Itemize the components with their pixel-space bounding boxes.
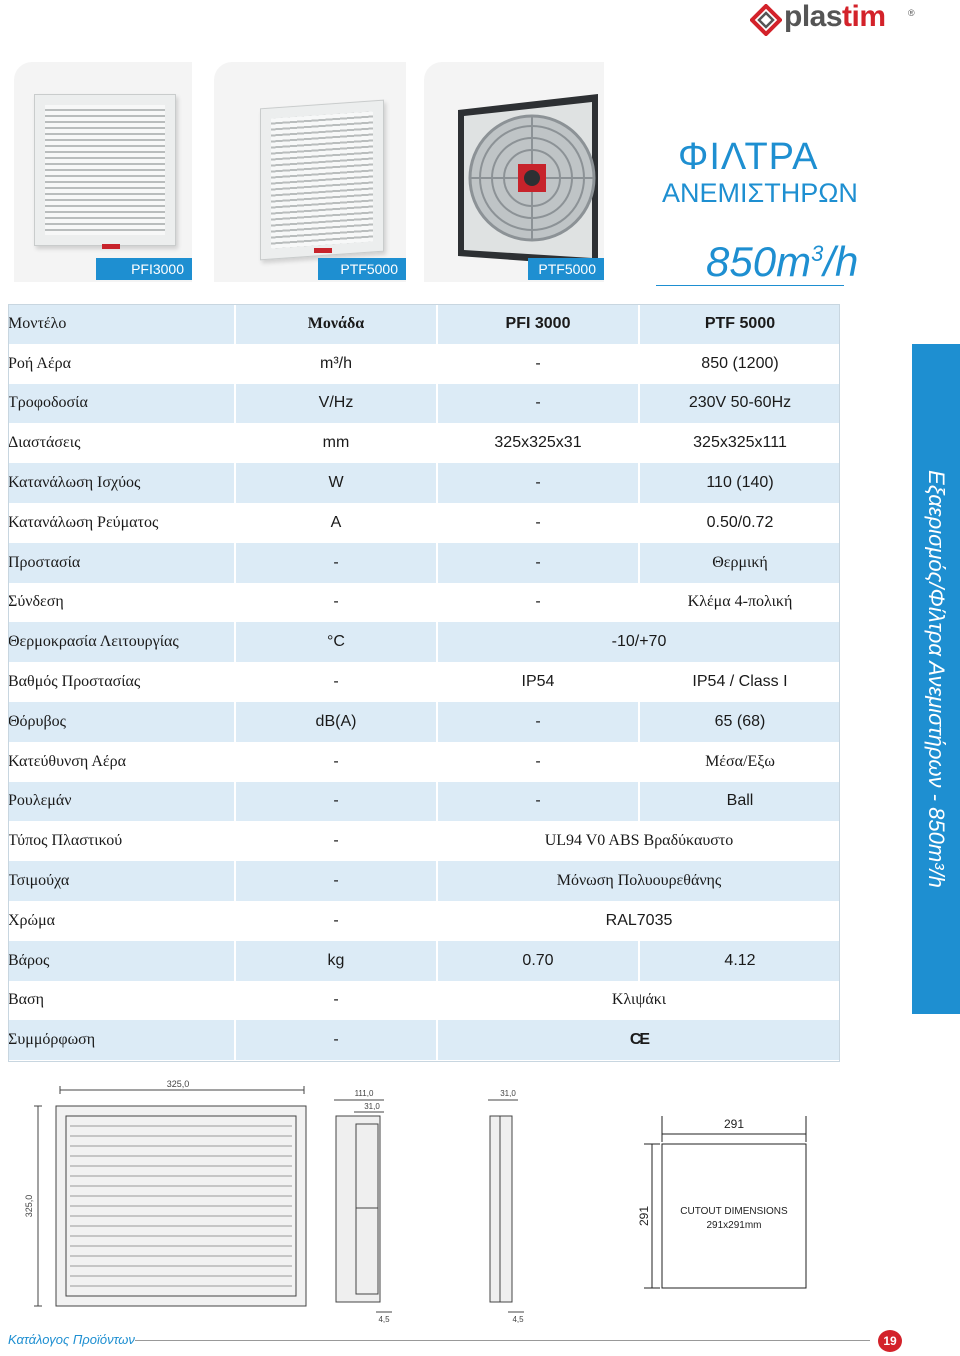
row-value-ptf5000: Ball	[639, 782, 840, 822]
row-unit: °C	[235, 622, 437, 662]
row-value-pfi3000: -	[437, 583, 639, 623]
row-value-merged: -10/+70	[437, 622, 840, 662]
page-number: 19	[878, 1330, 902, 1352]
table-row	[8, 981, 840, 1021]
caption-pfi3000: PFI3000	[96, 258, 192, 280]
table-row	[8, 423, 840, 463]
row-value-ptf5000: 0.50/0.72	[639, 503, 840, 543]
registered-mark: ®	[908, 8, 915, 18]
row-label: Τσιμούχα	[8, 861, 235, 901]
spec-table	[8, 304, 840, 1060]
page-title: ΦΙΛΤΡΑ	[678, 136, 819, 178]
row-value-ptf5000: 325x325x111	[639, 423, 840, 463]
row-unit: kg	[235, 941, 437, 981]
dim-small-a-label: 4,5	[378, 1315, 390, 1324]
row-unit: -	[235, 901, 437, 941]
table-header-row	[8, 304, 840, 344]
row-unit: -	[235, 1020, 437, 1060]
row-label: Ρουλεμάν	[8, 782, 235, 822]
cutout-drawing	[644, 1116, 806, 1288]
row-value-ptf5000: 4.12	[639, 941, 840, 981]
row-value-merged: Μόνωση Πολυουρεθάνης	[437, 861, 840, 901]
row-value-pfi3000: -	[437, 344, 639, 384]
technical-drawings	[0, 1076, 960, 1326]
row-label: Θερμοκρασία Λειτουργίας	[8, 622, 235, 662]
row-label: Ροή Αέρα	[8, 344, 235, 384]
row-value-ptf5000: Θερμική	[639, 543, 840, 583]
fan-image	[448, 90, 608, 280]
row-value-pfi3000: -	[437, 702, 639, 742]
row-value-ptf5000: 65 (68)	[639, 702, 840, 742]
product-photo-ptf5000-back	[424, 62, 604, 282]
row-value-ptf5000: 850 (1200)	[639, 344, 840, 384]
row-label: Χρώμα	[8, 901, 235, 941]
table-row	[8, 941, 840, 981]
dim-depth-b-label: 31,0	[364, 1102, 380, 1111]
row-unit: -	[235, 782, 437, 822]
product-photo-pfi3000	[14, 62, 192, 282]
row-value-ptf5000: 230V 50-60Hz	[639, 384, 840, 424]
row-unit: -	[235, 583, 437, 623]
row-value-merged: UL94 V0 ABS Βραδύκαυστο	[437, 821, 840, 861]
table-row	[8, 821, 840, 861]
table-row	[8, 702, 840, 742]
table-row	[8, 463, 840, 503]
row-unit: -	[235, 861, 437, 901]
heading-underline	[656, 285, 844, 286]
row-label: Κατανάλωση Ισχύος	[8, 463, 235, 503]
dim-width-label: 325,0	[166, 1079, 190, 1089]
row-unit: -	[235, 742, 437, 782]
row-unit: W	[235, 463, 437, 503]
header-pfi3000: PFI 3000	[437, 304, 639, 344]
row-value-pfi3000: -	[437, 782, 639, 822]
table-row	[8, 782, 840, 822]
row-value-merged: Κλιψάκι	[437, 981, 840, 1021]
table-row	[8, 742, 840, 782]
header-model: Μοντέλο	[8, 304, 235, 344]
row-value-pfi3000: IP54	[437, 662, 639, 702]
row-value-pfi3000: -	[437, 463, 639, 503]
row-value-merged: CE	[437, 1020, 840, 1060]
row-value-pfi3000: -	[437, 543, 639, 583]
row-label: Προστασία	[8, 543, 235, 583]
row-label: Βάρος	[8, 941, 235, 981]
row-value-ptf5000: 110 (140)	[639, 463, 840, 503]
row-unit: -	[235, 981, 437, 1021]
section-side-tab-text: Εξαερισμός/Φίλτρα Ανεμιστήρων - 850m³/h	[924, 470, 949, 888]
airflow-heading: $850m^3/h$	[706, 238, 859, 285]
row-label: Διαστάσεις	[8, 423, 235, 463]
row-value-merged: RAL7035	[437, 901, 840, 941]
cutout-width-label: 291	[723, 1117, 745, 1131]
row-unit: V/Hz	[235, 384, 437, 424]
table-row	[8, 662, 840, 702]
cutout-title: CUTOUT DIMENSIONS	[680, 1206, 788, 1217]
dim-small-b-label: 4,5	[512, 1315, 524, 1324]
filter-grille-image	[260, 100, 384, 261]
product-photo-ptf5000-front	[214, 62, 406, 282]
row-unit: dB(A)	[235, 702, 437, 742]
row-value-ptf5000: Μέσα/Εξω	[639, 742, 840, 782]
header-unit: Μονάδα	[235, 304, 437, 344]
footer-catalog-label: Κατάλογος Προϊόντων	[8, 1332, 135, 1347]
table-row	[8, 583, 840, 623]
filter-grille-image	[34, 94, 176, 246]
row-unit: m³/h	[235, 344, 437, 384]
table-row	[8, 543, 840, 583]
row-label: Τύπος Πλαστικού	[8, 821, 235, 861]
table-row	[8, 384, 840, 424]
footer-rule	[135, 1340, 870, 1341]
dim-height-label: 325,0	[24, 1194, 34, 1218]
row-value-pfi3000: -	[437, 742, 639, 782]
cutout-size: 291x291mm	[706, 1220, 762, 1231]
table-row	[8, 344, 840, 384]
row-label: Τροφοδοσία	[8, 384, 235, 424]
row-value-pfi3000: -	[437, 503, 639, 543]
table-row	[8, 861, 840, 901]
row-label: Βαθμός Προστασίας	[8, 662, 235, 702]
row-unit: -	[235, 662, 437, 702]
table-row	[8, 622, 840, 662]
row-unit: mm	[235, 423, 437, 463]
logo-wordmark: plastim	[784, 0, 886, 33]
diamond-logo-icon	[750, 4, 782, 36]
row-value-pfi3000: 325x325x31	[437, 423, 639, 463]
row-label: Συμμόρφωση	[8, 1020, 235, 1060]
row-unit: A	[235, 503, 437, 543]
row-value-pfi3000: -	[437, 384, 639, 424]
cutout-height-label: 291	[637, 1205, 651, 1227]
row-value-ptf5000: IP54 / Class I	[639, 662, 840, 702]
dim-depth-c-label: 31,0	[500, 1089, 516, 1098]
page-subtitle: ΑΝΕΜΙΣΤΗΡΩΝ	[662, 178, 858, 208]
table-row	[8, 503, 840, 543]
row-unit: -	[235, 821, 437, 861]
row-label: Σύνδεση	[8, 583, 235, 623]
row-label: Κατανάλωση Ρεύματος	[8, 503, 235, 543]
caption-ptf5000-front: PTF5000	[318, 258, 406, 280]
row-label: Θόρυβος	[8, 702, 235, 742]
row-label: Βαση	[8, 981, 235, 1021]
header-ptf5000: PTF 5000	[639, 304, 840, 344]
caption-ptf5000-back: PTF5000	[528, 258, 604, 280]
row-unit: -	[235, 543, 437, 583]
row-value-ptf5000: Κλέμα 4-πολική	[639, 583, 840, 623]
row-label: Κατεύθυνση Αέρα	[8, 742, 235, 782]
side-view-filter-drawing	[488, 1100, 524, 1312]
side-view-fan-drawing	[334, 1100, 392, 1312]
dim-depth-a-label: 111,0	[354, 1089, 374, 1098]
row-value-pfi3000: 0.70	[437, 941, 639, 981]
table-row	[8, 901, 840, 941]
plastim-logo	[750, 2, 920, 36]
table-row	[8, 1020, 840, 1060]
